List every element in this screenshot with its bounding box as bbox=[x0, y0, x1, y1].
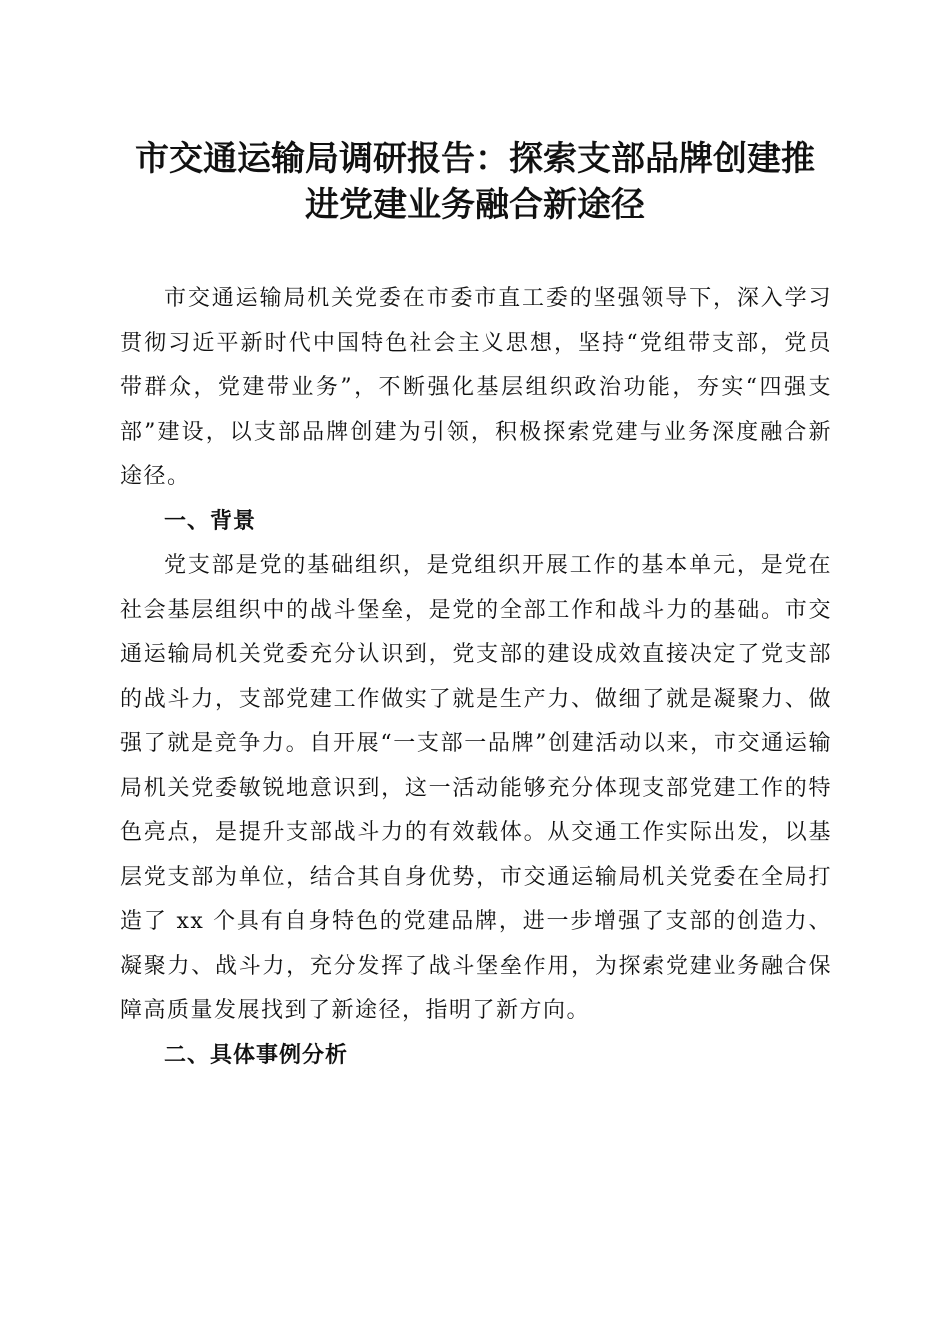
background-paragraph: 党支部是党的基础组织，是党组织开展工作的基本单元，是党在社会基层组织中的战斗堡垒，是党的全部工作和战斗力的基础。市交通运输局机关党委充分认识到，党支部的建设成效直接决定了党支部的战斗力，支部党建工作做实了就是生产力、做细了就是凝聚力、做强了就是竞争力。自开展“一支部一品牌”创建活动以来，市交通运输局机关党委敏锐地意识到，这一活动能够充分体现支部党建工作的特色亮点，是提升支部战斗力的有效载体。从交通工作实际出发，以基层党支部为单位，结合其自身优势，市交通运输局机关党委在全局打造了 xx 个具有自身特色的党建品牌，进一步增强了支部的创造力、凝聚力、战斗力，充分发挥了战斗堡垒作用，为探索党建业务融合保障高质量发展找到了新途径，指明了新方向。 bbox=[120, 553, 832, 1023]
document-title bbox=[110, 136, 840, 228]
title-line-2: 进党建业务融合新途径 bbox=[305, 185, 645, 225]
section-heading-case-analysis: 二、具体事例分析 bbox=[164, 1042, 349, 1068]
intro-paragraph: 市交通运输局机关党委在市委市直工委的坚强领导下，深入学习贯彻习近平新时代中国特色社会主义思想，坚持“党组带支部，党员带群众，党建带业务”，不断强化基层组织政治功能，夯实“四强支部”建设，以支部品牌创建为引领，积极探索党建与业务深度融合新途径。 bbox=[120, 286, 832, 489]
title-line-1: 市交通运输局调研报告：探索支部品牌创建推 bbox=[135, 139, 815, 179]
document-body bbox=[120, 277, 832, 1078]
section-heading-background: 一、背景 bbox=[164, 508, 257, 534]
